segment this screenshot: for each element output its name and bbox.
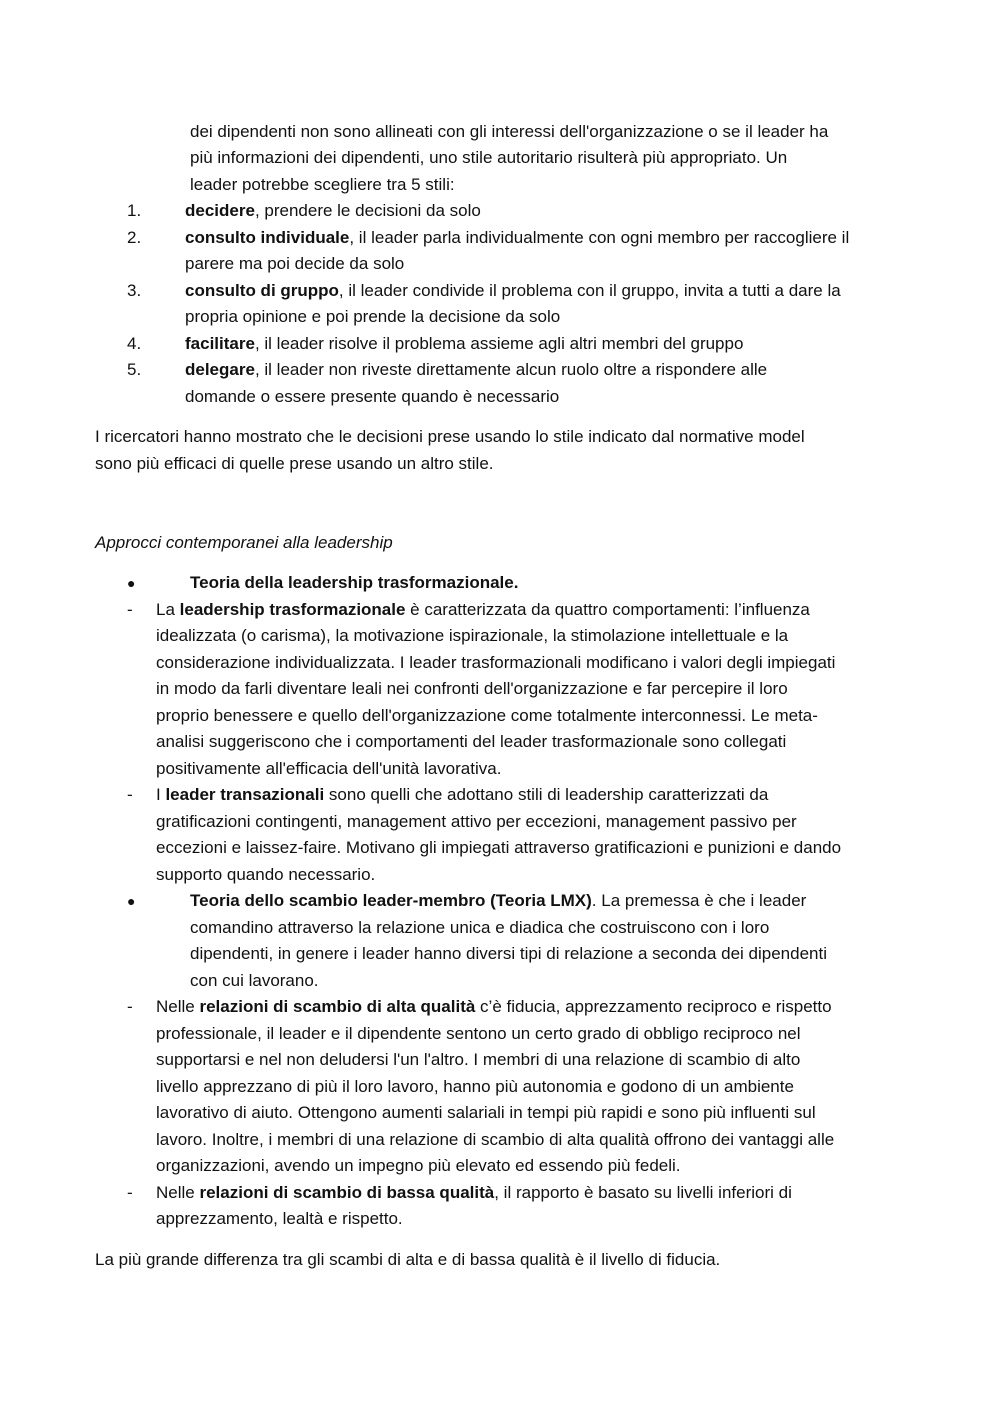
dash-item-continuation: livello apprezzano di più il loro lavoro, hanno più autonomia e godono di un ambiente <box>156 1077 794 1096</box>
item-term: leadership trasformazionale <box>179 600 406 619</box>
bullet-text: . La premessa è che i leader <box>591 891 807 910</box>
dash-item <box>156 1180 792 1206</box>
item-prefix: Nelle <box>156 1183 200 1202</box>
intro-line: leader potrebbe scegliere tra 5 stili: <box>190 175 455 194</box>
dash-item-continuation: in modo da farli diventare leali nei confronti dell'organizzazione e far percepire il loro <box>156 679 788 698</box>
list-text: , prendere le decisioni da solo <box>254 201 481 220</box>
dash-item <box>156 994 832 1020</box>
dash-marker: - <box>127 600 133 619</box>
list-text: , il leader condivide il problema con il gruppo, invita a tutti a dare la <box>338 281 841 300</box>
dash-item-continuation: professionale, il leader e il dipendente sentono un certo grado di obbligo reciproco nel <box>156 1024 801 1043</box>
dash-item-continuation: positivamente all'efficacia dell'unità lavorativa. <box>156 759 502 778</box>
list-term: facilitare <box>185 334 255 353</box>
research-paragraph-line: I ricercatori hanno mostrato che le decisioni prese usando lo stile indicato dal normative model <box>95 427 805 446</box>
bullet-item-continuation: dipendenti, in genere i leader hanno diversi tipi di relazione a seconda dei dipendenti <box>190 944 828 963</box>
bullet-marker: ● <box>127 893 136 909</box>
item-term: relazioni di scambio di bassa qualità <box>199 1183 495 1202</box>
bullet-marker: ● <box>127 575 136 591</box>
list-number: 3. <box>127 281 142 300</box>
intro-line: dei dipendenti non sono allineati con gli interessi dell'organizzazione o se il leader ha <box>190 122 829 141</box>
item-text: sono quelli che adottano stili di leadership caratterizzati da <box>324 785 769 804</box>
list-item <box>185 357 767 383</box>
list-term: consulto individuale <box>185 228 350 247</box>
list-number: 4. <box>127 334 142 353</box>
bullet-item-continuation: comandino attraverso la relazione unica e diadica che costruiscono con i loro <box>190 918 770 937</box>
item-term: relazioni di scambio di alta qualità <box>199 997 476 1016</box>
list-number: 1. <box>127 201 142 220</box>
dash-item-continuation: supportarsi e nel non deludersi l'un l'altro. I membri di una relazione di scambio di alto <box>156 1050 801 1069</box>
item-text: c’è fiducia, apprezzamento reciproco e rispetto <box>475 997 832 1016</box>
bullet-title: Teoria della leadership trasformazionale. <box>190 573 519 592</box>
list-item-continuation: propria opinione e poi prende la decisione da solo <box>185 307 561 326</box>
dash-item-continuation: lavoro. Inoltre, i membri di una relazione di scambio di alta qualità offrono dei vantaggi alle <box>156 1130 835 1149</box>
dash-item-continuation: supporto quando necessario. <box>156 865 376 884</box>
dash-item-continuation: gratificazioni contingenti, management attivo per eccezioni, management passivo per <box>156 812 797 831</box>
item-text: è caratterizzata da quattro comportamenti: l’influenza <box>405 600 810 619</box>
list-text: , il leader non riveste direttamente alcun ruolo oltre a rispondere alle <box>254 360 768 379</box>
section-heading: Approcci contemporanei alla leadership <box>95 533 393 552</box>
dash-item-continuation: organizzazioni, avendo un impegno più elevato ed essendo più fedeli. <box>156 1156 681 1175</box>
list-text: , il leader parla individualmente con ogni membro per raccogliere il <box>349 228 850 247</box>
list-term: decidere <box>185 201 255 220</box>
list-item <box>185 331 743 357</box>
item-prefix: I <box>156 785 166 804</box>
research-paragraph-line: sono più efficaci di quelle prese usando un altro stile. <box>95 454 494 473</box>
list-item <box>185 225 849 251</box>
list-text: , il leader risolve il problema assieme agli altri membri del gruppo <box>254 334 744 353</box>
list-item-continuation: domande o essere presente quando è necessario <box>185 387 560 406</box>
dash-item-continuation: analisi suggeriscono che i comportamenti del leader trasformazionale sono collegati <box>156 732 787 751</box>
list-item-continuation: parere ma poi decide da solo <box>185 254 405 273</box>
list-number: 5. <box>127 360 142 379</box>
dash-marker: - <box>127 785 133 804</box>
item-prefix: La <box>156 600 180 619</box>
dash-item-continuation: idealizzata (o carisma), la motivazione ispirazionale, la stimolazione intellettuale e la <box>156 626 789 645</box>
dash-marker: - <box>127 997 133 1016</box>
bullet-item-continuation: con cui lavorano. <box>190 971 319 990</box>
item-term: leader transazionali <box>165 785 325 804</box>
dash-item-continuation: lavorativo di aiuto. Ottengono aumenti salariali in tempi più rapidi e sono più influenti sul <box>156 1103 816 1122</box>
dash-item-continuation: proprio benessere e quello dell'organizzazione come totalmente interconnessi. Le meta- <box>156 706 818 725</box>
list-number: 2. <box>127 228 142 247</box>
list-item <box>185 198 481 224</box>
item-prefix: Nelle <box>156 997 200 1016</box>
dash-item-continuation: considerazione individualizzata. I leader trasformazionali modificano i valori degli impiegati <box>156 653 836 672</box>
bullet-title: Teoria dello scambio leader-membro (Teoria LMX) <box>190 891 592 910</box>
item-text: , il rapporto è basato su livelli inferiori di <box>494 1183 792 1202</box>
list-term: consulto di gruppo <box>185 281 339 300</box>
dash-item <box>156 597 810 623</box>
list-item <box>185 278 841 304</box>
list-term: delegare <box>185 360 255 379</box>
intro-line: più informazioni dei dipendenti, uno stile autoritario risulterà più appropriato. Un <box>190 148 788 167</box>
dash-item <box>156 782 768 808</box>
closing-paragraph: La più grande differenza tra gli scambi di alta e di bassa qualità è il livello di fiducia. <box>95 1250 721 1269</box>
bullet-item <box>190 888 806 914</box>
dash-item-continuation: eccezioni e laissez-faire. Motivano gli impiegati attraverso gratificazioni e punizioni e dando <box>156 838 842 857</box>
dash-marker: - <box>127 1183 133 1202</box>
dash-item-continuation: apprezzamento, lealtà e rispetto. <box>156 1209 403 1228</box>
